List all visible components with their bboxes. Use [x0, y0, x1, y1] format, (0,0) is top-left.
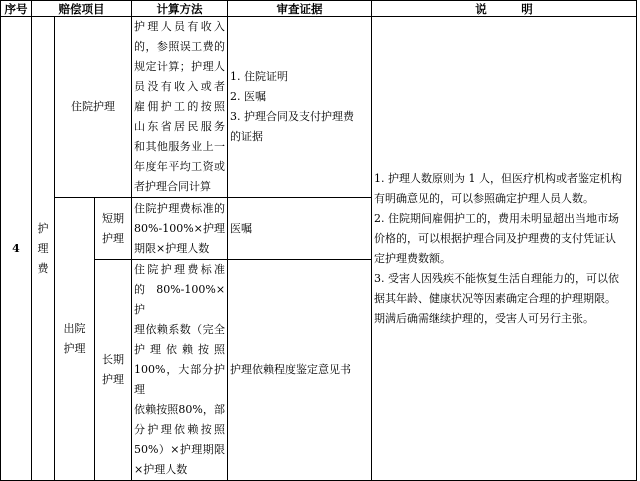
header-note: 说 明 [372, 1, 637, 17]
header-row [1, 1, 637, 17]
short-term-care-evidence: 医嘱 [228, 198, 372, 260]
explanation: 1. 护理人数原则为 1 人，但医疗机构或者鉴定机构 有明确意见的，可以参照确定护理人员人数。 2. 住院期间雇佣护工的，费用未明显超出当地市场 价格的，可以根据护理合同及护理费的支付凭证认 定护理费数额。 3. 受害人因残疾不能恢复生活自理能力的，可以依 据其年龄、健康状况等因素确定合理的护理期限。 期满后确需继续护理的，受害人可另行主张。 [372, 17, 637, 481]
long-term-care-label: 长期 护理 [95, 260, 132, 481]
header-evidence: 审查证据 [228, 1, 372, 17]
long-term-care-method: 住院护理费标准 的 80%-100%×护 理依赖系数（完全 护 理 依 赖 按 照 100%，大部分护理 依赖按照80%，部 分护理依赖按照 50%）×护理期限 ×护理人数 [132, 260, 228, 481]
short-term-care-method: 住院护理费标准的 80%-100%×护理 期限×护理人数 [132, 198, 228, 260]
hospital-care-method: 护理人员有收入 的，参照误工费的 规定计算；护理人 员没有收入或者 雇佣护工的按照 山东省居民服务 和其他服务业上一 年度年平均工资或 者护理合同计算 [132, 17, 228, 198]
row-hospital-care [1, 17, 637, 198]
item-name-vertical: 护 理 费 [32, 17, 55, 481]
outpatient-care-label: 出院 护理 [55, 198, 95, 481]
header-item: 赔偿项目 [32, 1, 132, 17]
row-number: 4 [1, 17, 32, 481]
short-term-care-label: 短期 护理 [95, 198, 132, 260]
header-method: 计算方法 [132, 1, 228, 17]
header-no: 序号 [1, 1, 32, 17]
hospital-care-label: 住院护理 [55, 17, 132, 198]
hospital-care-evidence: 1. 住院证明 2. 医嘱 3. 护理合同及支付护理费 的证据 [228, 17, 372, 198]
long-term-care-evidence: 护理依赖程度鉴定意见书 [228, 260, 372, 481]
